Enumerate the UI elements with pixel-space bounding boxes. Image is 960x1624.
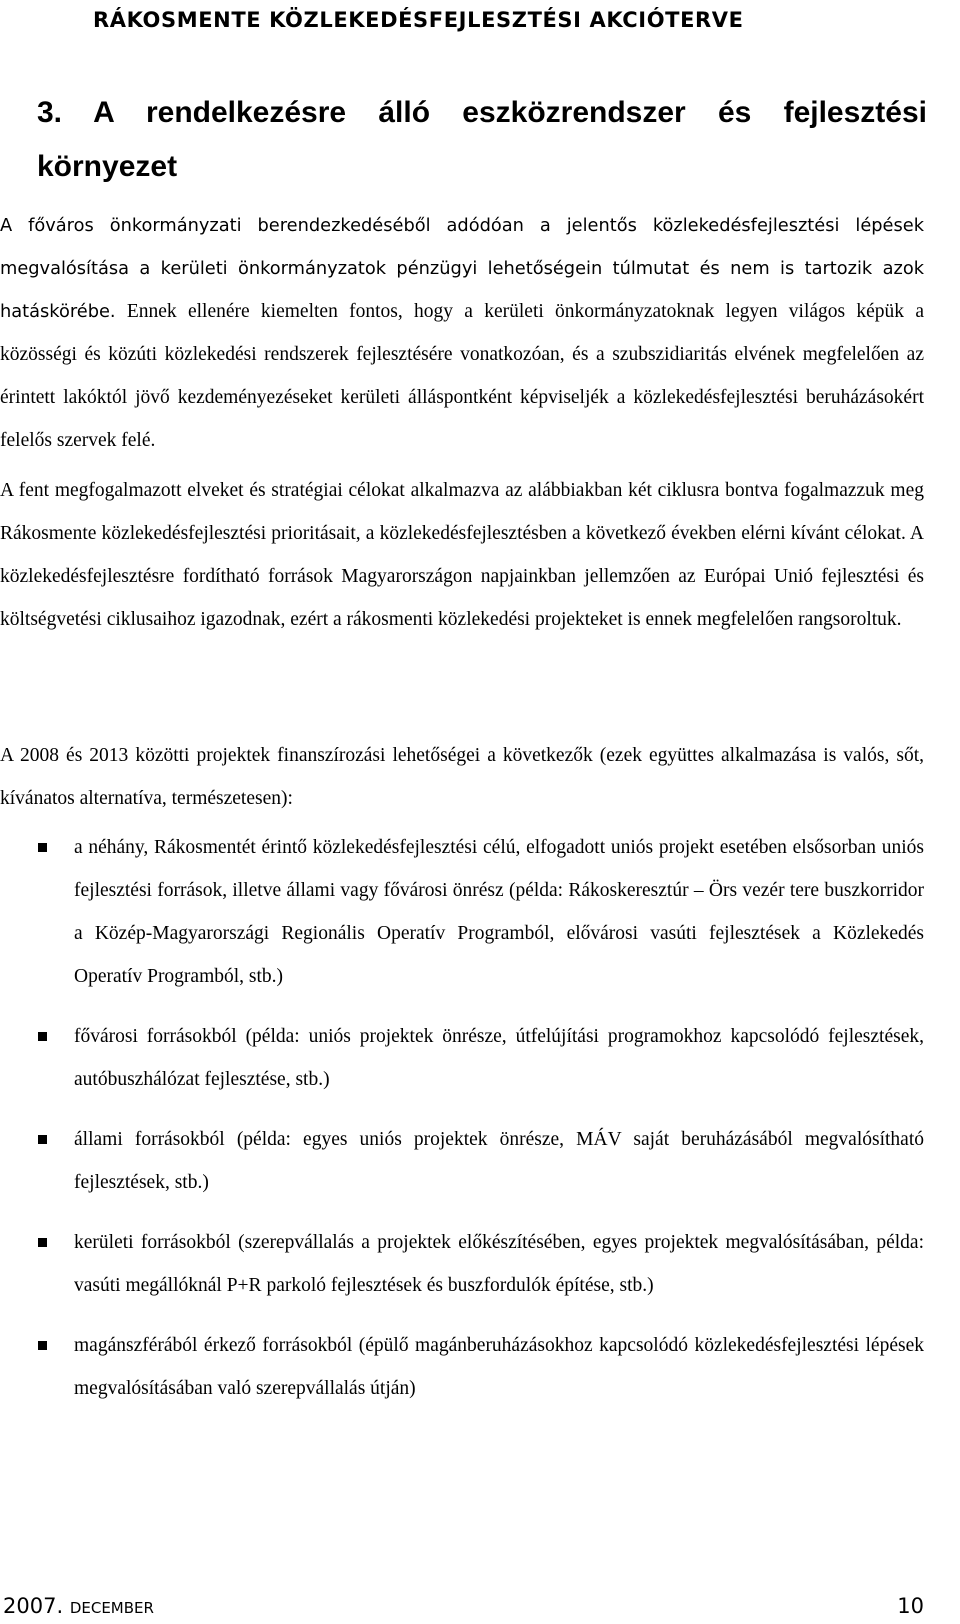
list-item-text: fővárosi forrásokból (példa: uniós projektek önrésze, útfelújítási programokhoz kapcsolódó fejlesztések, autóbuszhálózat fejlesztése, stb.) [74,1026,924,1090]
list-item-text: kerületi forrásokból (szerepvállalás a projektek előkészítésében, egyes projektek megvalósításában, példa: vasúti megállóknál P+R parkoló fejlesztések és buszfordulók építése, stb.) [74,1232,924,1296]
list-item [0,826,924,998]
page-number: 10 [897,1594,924,1618]
paragraph-intro-sans: A főváros önkormányzati berendezkedéséből adódóan a jelentős közlekedésfejlesztési lépések megvalósítása a kerületi önkormányzatok pénzügyi lehetőségein túlmutat és nem is tartozik azok hatáskörébe. [0,215,924,322]
funding-sources-list [0,826,924,1410]
list-item-text: a néhány, Rákosmentét érintő közlekedésfejlesztési célú, elfogadott uniós projekt esetében elsősorban uniós fejlesztési források, illetve állami vagy fővárosi önrész (példa: Rákoskeresztúr – Örs vezér tere buszkorridor a Közép-Magyarországi Regionális Operatív Programból, elővárosi vasúti fejlesztések a Közlekedés Operatív Programból, stb.) [74,837,924,987]
list-item [0,1118,924,1204]
square-bullet-icon [38,1341,47,1350]
section-heading: 3. A rendelkezésre álló eszközrendszer és fejlesztési környezet [37,96,927,183]
square-bullet-icon [38,1135,47,1144]
list-item-text: állami forrásokból (példa: egyes uniós projektek önrésze, MÁV saját beruházásából megvalósítható fejlesztések, stb.) [74,1129,924,1193]
list-item [0,1015,924,1101]
square-bullet-icon [38,843,47,852]
list-item [0,1324,924,1410]
document-header: RÁKOSMENTE KÖZLEKEDÉSFEJLESZTÉSI AKCIÓTERVE [93,8,744,32]
footer-date [3,1594,154,1618]
square-bullet-icon [38,1032,47,1041]
paragraph-financing: A 2008 és 2013 közötti projektek finanszírozási lehetőségei a következők (ezek együttes alkalmazása is valós, sőt, kívánatos alternatíva, természetesen): [0,745,924,809]
footer-year: 2007. [3,1594,64,1618]
list-item [0,1221,924,1307]
paragraph-intro-serif: Ennek ellenére kiemelten fontos, hogy a kerületi önkormányzatoknak legyen világos képük a közösségi és közúti közlekedési rendszerek fejlesztésére vonatkozóan, és a szubszidiaritás elvének megfelelően az érintett lakóktól jövő kezdeményezéseket kerületi álláspontként képviseljék a közlekedésfejlesztési beruházásokért felelős szervek felé. [0,301,924,451]
list-item-text: magánszférából érkező forrásokból (épülő magánberuházásokhoz kapcsolódó közlekedésfejlesztési lépések megvalósításában való szerepvállalás útján) [74,1335,924,1399]
paragraph-priorities: A fent megfogalmazott elveket és stratégiai célokat alkalmazva az alábbiakban két ciklusra bontva fogalmazzuk meg Rákosmente közlekedésfejlesztési prioritásait, a közlekedésfejlesztésben a következő években elérni kívánt célokat. A közlekedésfejlesztésre fordítható források Magyarországon napjainkban jellemzően az Európai Unió fejlesztési és költségvetési ciklusaihoz igazodnak, ezért a rákosmenti közlekedési projekteket is ennek megfelelően rangsoroltuk. [0,480,924,630]
square-bullet-icon [38,1238,47,1247]
paragraph-intro [0,204,924,462]
footer-month: DECEMBER [69,1599,154,1617]
